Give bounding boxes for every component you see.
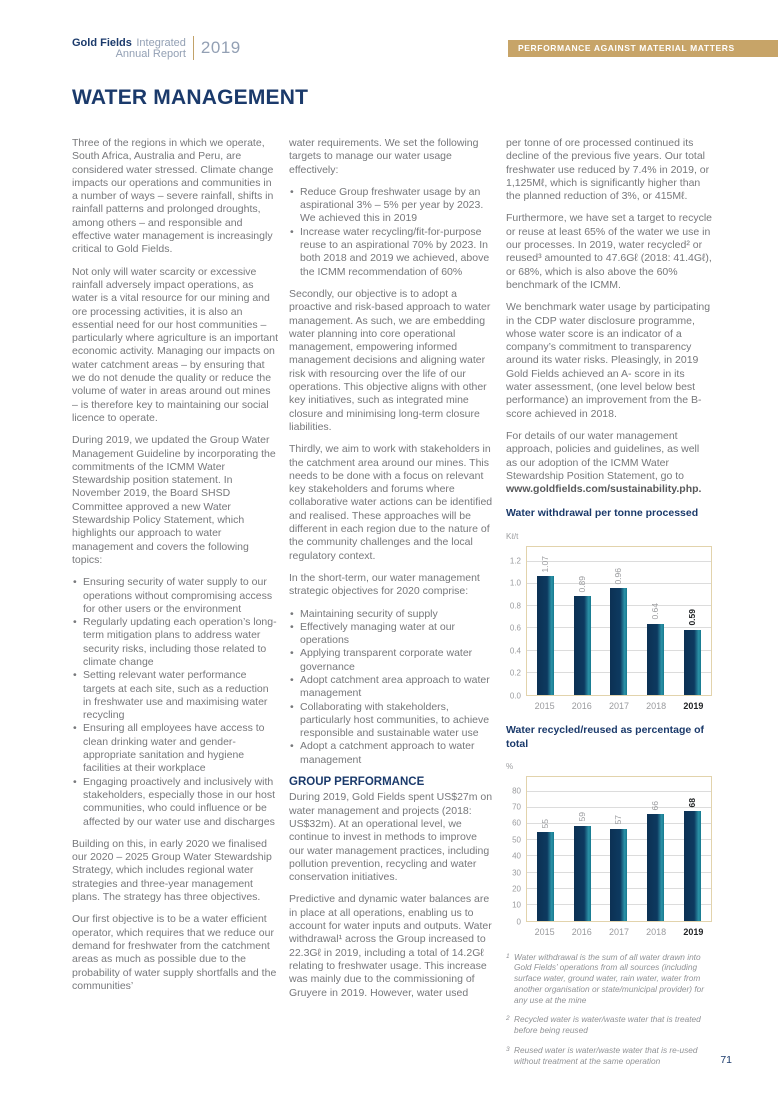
paragraph: Secondly, our objective is to adopt a proactive and risk-based approach to water management. As such, we are embedding water planning into core operational management, empowering informed management decisions and aligning water risk with resourcing over the life of our operations. This objective aligns with other key initiatives, such as integrated mine closure and minimising long-term closure liabilities. [289, 287, 491, 433]
y-tick-label: 1.0 [509, 578, 521, 588]
bullet-list [72, 576, 278, 829]
bar-2015 [537, 576, 554, 695]
logo-divider [193, 36, 194, 60]
bar-value-label: 66 [650, 800, 661, 811]
footnote: 3 Reused water is water/waste water that is re-used without treatment at the same operation [506, 1045, 698, 1066]
y-tick-label: 0.0 [509, 691, 521, 701]
paragraph: During 2019, we updated the Group Water Management Guideline by incorporating the commitments of the ICMM Water Stewardship position statement. In November 2019, the Board SHSD Committee approved a new Water Stewardship Policy Statement, which highlights our approach to water management and covers the following topics: [72, 434, 276, 566]
chart-title: Water withdrawal per tonne processed [506, 507, 699, 520]
paragraph: Thirdly, we aim to work with stakeholders in the catchment area around our mines. This needs to be done with a focus on relevant key stakeholders and forums where collaborative water actions can be identified and realised. These approaches will be different in each region due to the nature of the community challenges and the local regulatory context. [289, 443, 493, 562]
y-tick-label: 1.2 [509, 556, 521, 566]
y-tick-label: 50 [512, 835, 521, 845]
x-axis [526, 922, 712, 939]
logo-sub2: Annual Report [115, 48, 186, 60]
y-tick-label: 60 [512, 819, 521, 829]
list-item: • Ensuring all employees have access to clean drinking water and gender-appropriate sanitation and hygiene facilities at their workplace [72, 722, 278, 775]
bar-2019 [684, 630, 701, 695]
y-axis [506, 776, 526, 927]
bar-2019 [684, 811, 701, 921]
bar-value-label: 0.64 [650, 603, 661, 620]
paragraph: Building on this, in early 2020 we finalised our 2020 – 2025 Group Water Stewardship Strategy, which includes regional water strategies and three-year management plans. The strategy has three objectives. [72, 837, 272, 904]
bar-slot-2016 [565, 777, 600, 921]
list-item: • Engaging proactively and inclusively with stakeholders, especially those in our host communities, who could influence or be affected by our water use and discharges [72, 776, 278, 829]
footnote: 2 Recycled water is water/waste water that is treated before being reused [506, 1014, 701, 1036]
y-axis [506, 546, 526, 701]
list-item: • Adopt a catchment approach to water management [289, 740, 495, 767]
paragraph: We benchmark water usage by participating in the CDP water disclosure programme, whose water score is an indicator of a company’s commitment to transparency around its water risks. Pleasingly, in 2019 Gold Fields achieved an A- score in its water assessment, (one level below best performance) an improvement from the B- score achieved in 2018. [506, 301, 711, 420]
list-item: • Applying transparent corporate water governance [289, 647, 495, 674]
y-tick-label: 10 [512, 901, 521, 911]
bar-2018 [647, 814, 664, 921]
paragraph [506, 430, 712, 496]
bar-slot-2018 [638, 777, 673, 921]
x-tick-label: 2016 [571, 927, 592, 938]
plot-area [526, 546, 712, 696]
bar-2017 [610, 588, 627, 695]
x-axis [526, 696, 712, 713]
bullet-list [289, 186, 495, 279]
x-tick-label: 2018 [646, 927, 667, 938]
bullet-list [289, 608, 495, 768]
bar-2015 [537, 832, 554, 921]
paragraph-text: For details of our water management approach, policies and guidelines, as well as our adoption of the ICMM Water Stewardship Position Statement, go to [506, 429, 700, 482]
chart-water-recycled [506, 724, 712, 939]
list-item: • Adopt catchment area approach to water management [289, 674, 495, 701]
bar-value-label: 59 [576, 812, 587, 822]
y-tick-label: 0.2 [509, 668, 521, 678]
list-item: • Increase water recycling/fit-for-purpose reuse to an aspirational 70% by 2023. In both 2018 and 2019 we achieved, above the ICMM recommendation of 60% [289, 226, 495, 279]
list-item: • Regularly updating each operation’s long-term mitigation plans to address water security risks, including those related to climate change [72, 616, 278, 669]
bar-2018 [647, 624, 664, 695]
bar-2016 [574, 826, 591, 922]
list-item: • Reduce Group freshwater usage by an aspirational 3% – 5% per year by 2023. We achieved this in 2019 [289, 186, 495, 226]
logo-brand: Gold Fields [72, 37, 132, 49]
text-column-2 [289, 137, 495, 1009]
x-tick-label: 2019 [683, 701, 704, 712]
x-tick-label: 2016 [571, 701, 592, 712]
bar-slot-2017 [602, 777, 637, 921]
bar-value-label: 0.89 [576, 575, 587, 593]
bar-slot-2019 [675, 547, 710, 695]
list-item: • Setting relevant water performance targets at each site, such as a reduction in freshwater use and maximising water recycling [72, 669, 278, 722]
y-tick-label: 80 [512, 786, 521, 796]
bar-value-label: 55 [539, 818, 550, 829]
y-tick-label: 0.4 [509, 646, 521, 656]
bar-slot-2019 [675, 777, 710, 921]
footnotes [506, 952, 712, 1067]
paragraph: During 2019, Gold Fields spent US$27m on water management and projects (2018: US$32m). At an operational level, we continue to invest in methods to improve our water management practices, including pollution prevention, recycling and water conservation initiatives. [289, 791, 493, 884]
bar-slot-2018 [638, 547, 673, 695]
bar-value-label: 57 [613, 815, 624, 825]
list-item: • Ensuring security of water supply to our operations without compromising access for other users or the environment [72, 576, 278, 616]
list-item: • Maintaining security of supply [289, 608, 495, 621]
sustainability-link[interactable]: www.goldfields.com/sustainability.php. [506, 483, 702, 496]
paragraph: In the short-term, our water management strategic objectives for 2020 comprise: [289, 571, 480, 598]
y-tick-label: 70 [512, 802, 521, 812]
paragraph: water requirements. We set the following targets to manage our water usage effectively: [289, 137, 479, 176]
bar-value-label: 0.59 [686, 608, 697, 626]
list-item: • Collaborating with stakeholders, particularly host communities, to achieve responsible and sustainable water use [289, 701, 495, 741]
bar-value-label: 68 [686, 797, 697, 808]
x-tick-label: 2015 [534, 701, 555, 712]
x-tick-label: 2018 [646, 701, 667, 712]
footnote: 1 Water withdrawal is the sum of all water drawn into Gold Fields’ operations from all sources (including surface water, ground water, rain water, water from another organisation or state/municipal provider) for any use at the mine [506, 951, 705, 1005]
paragraph: Predictive and dynamic water balances are in place at all operations, enabling us to account for water inputs and outputs. Water withdrawal¹ across the Group increased to 22.3Gℓ in 2019, including a total of 14.2Gℓ relating to freshwater usage. This increase was mainly due to the commissioning of Gruyere in 2019. However, water used [289, 893, 492, 999]
page-number: 71 [720, 1054, 732, 1066]
chart-y-unit: Kℓ/t [506, 531, 519, 541]
chart-water-withdrawal [506, 507, 712, 713]
bar-2016 [574, 596, 591, 695]
paragraph: Our first objective is to be a water efficient operator, which requires that we reduce our demand for freshwater from the catchment areas as much as possible due to the probability of water supply shortfalls and the communities’ [72, 913, 277, 992]
list-item: • Effectively managing water at our operations [289, 621, 495, 648]
y-tick-label: 20 [512, 884, 521, 894]
bar-value-label: 1.07 [539, 555, 550, 573]
bar-slot-2016 [565, 547, 600, 695]
chart-title: Water recycled/reused as percentage of total [506, 724, 705, 750]
y-tick-label: 0.8 [509, 601, 521, 611]
section-banner: PERFORMANCE AGAINST MATERIAL MATTERS [508, 40, 778, 57]
y-tick-label: 30 [512, 868, 521, 878]
paragraph: Three of the regions in which we operate, South Africa, Australia and Peru, are considered water stressed. Climate change impacts our operations and communities in a number of ways – severe rainfall, shifts in rainfall patterns and prolonged droughts, among others – and responsible and effective water management is increasingly critical to Gold Fields. [72, 137, 274, 256]
y-tick-label: 0.6 [509, 623, 521, 633]
section-heading-group-performance: GROUP PERFORMANCE [289, 776, 425, 789]
logo-year: 2019 [200, 38, 241, 57]
paragraph: per tonne of ore processed continued its decline of the previous five years. Our total freshwater use reduced by 7.4% in 2019, or 1,125Mℓ, which is significantly higher than the planned reduction of 3%, or 415Mℓ. [506, 137, 710, 203]
x-tick-label: 2017 [608, 927, 629, 938]
paragraph: Furthermore, we have set a target to recycle or reuse at least 65% of the water we use in our processes. In 2019, water recycled² or reused³ amounted to 47.6Gℓ (2018: 41.4Gℓ), or 68%, which is also above the 60% benchmark of the ICMM. [506, 212, 713, 291]
bar-2017 [610, 829, 627, 921]
y-tick-label: 0 [516, 917, 521, 927]
text-column-3 [506, 137, 712, 1076]
bar-slot-2017 [602, 547, 637, 695]
text-column-1 [72, 137, 278, 1002]
logo-sub1: Integrated [136, 37, 186, 49]
plot-area [526, 776, 712, 922]
page-title: WATER MANAGEMENT [72, 86, 309, 109]
paragraph: Not only will water scarcity or excessive rainfall adversely impact operations, as water is a vital resource for our mining and ore processing activities, it is also an essential need for our host communities – particularly where agriculture is an important economic activity. Managing our impacts on water catchment areas – by ensuring that we do not denude the quality or reduce the volume of water in areas around out mines – is therefore key to maintaining our social licence to operate. [72, 265, 279, 424]
bar-value-label: 0.96 [613, 567, 624, 585]
goldfields-logo [72, 36, 241, 60]
x-tick-label: 2017 [608, 701, 629, 712]
bar-slot-2015 [528, 777, 563, 921]
y-tick-label: 40 [512, 851, 521, 861]
bar-slot-2015 [528, 547, 563, 695]
x-tick-label: 2019 [683, 927, 704, 938]
chart-y-unit: % [506, 761, 514, 771]
x-tick-label: 2015 [534, 927, 555, 938]
